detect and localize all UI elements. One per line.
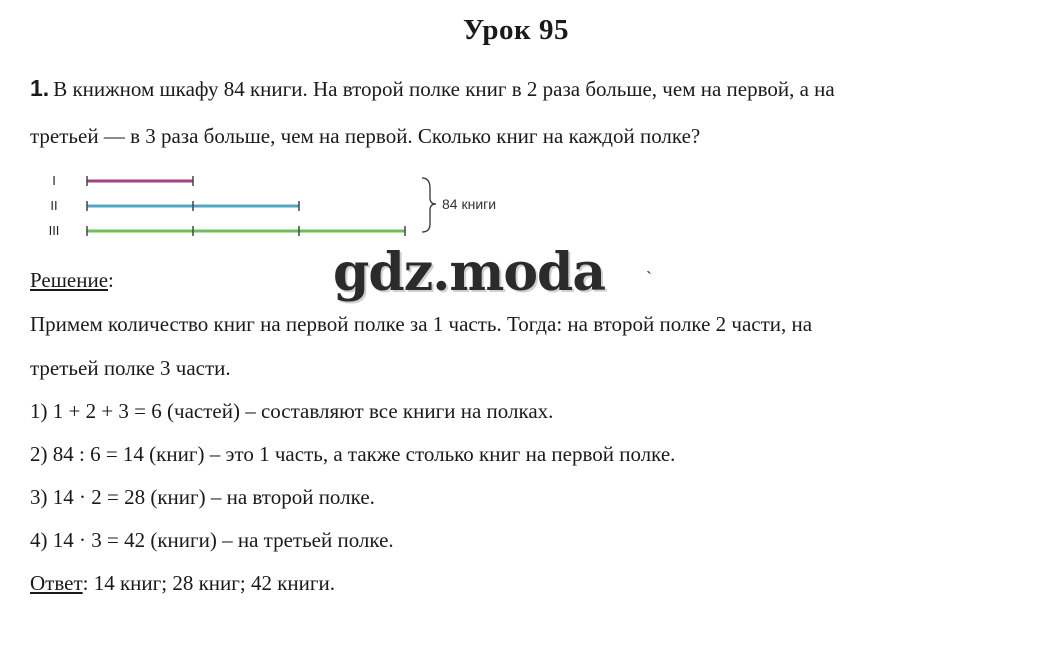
- segment-diagram: [40, 168, 540, 248]
- solution-step-1: 1) 1 + 2 + 3 = 6 (частей) – составляют все книги на полках.: [30, 399, 554, 423]
- problem-text-1: В книжном шкафу 84 книги. На второй полке книг в 2 раза больше, чем на первой, а на: [53, 77, 835, 101]
- lesson-title: Урок 95: [463, 14, 569, 46]
- problem-statement-line-1: [30, 76, 1030, 101]
- solution-step-4: 4) 14 · 3 = 42 (книги) – на третьей полке.: [30, 528, 394, 552]
- stray-mark: `: [646, 268, 652, 288]
- solution-heading: Решение: [30, 268, 109, 292]
- answer-line: [30, 571, 1030, 595]
- heading-colon: :: [108, 268, 114, 292]
- shelf-label-2: II: [50, 198, 58, 213]
- shelf-label-3: III: [48, 223, 60, 238]
- shelf-2-segment: [87, 201, 299, 211]
- shelf-3-segment: [87, 226, 405, 236]
- solution-step-3: 3) 14 · 2 = 28 (книг) – на второй полке.: [30, 485, 375, 509]
- watermark-logo: gdz.moda: [333, 242, 606, 303]
- answer-label: Ответ: [30, 571, 83, 595]
- problem-number: 1.: [30, 75, 50, 101]
- brace-label: 84 книги: [442, 196, 497, 212]
- shelf-label-1: I: [52, 173, 56, 188]
- problem-statement-line-2: третьей — в 3 раза больше, чем на первой. Сколько книг на каждой полке?: [30, 124, 701, 148]
- solution-step-2: 2) 84 : 6 = 14 (книг) – это 1 часть, а также столько книг на первой полке.: [30, 442, 676, 466]
- shelf-1-segment: [87, 176, 193, 186]
- curly-brace: [422, 178, 436, 232]
- solution-heading-line: [30, 268, 1030, 292]
- answer-text: : 14 книг; 28 книг; 42 книги.: [82, 571, 336, 595]
- solution-intro-1: Примем количество книг на первой полке за 1 часть. Тогда: на второй полке 2 части, на: [30, 312, 813, 336]
- solution-intro-2: третьей полке 3 части.: [30, 356, 231, 380]
